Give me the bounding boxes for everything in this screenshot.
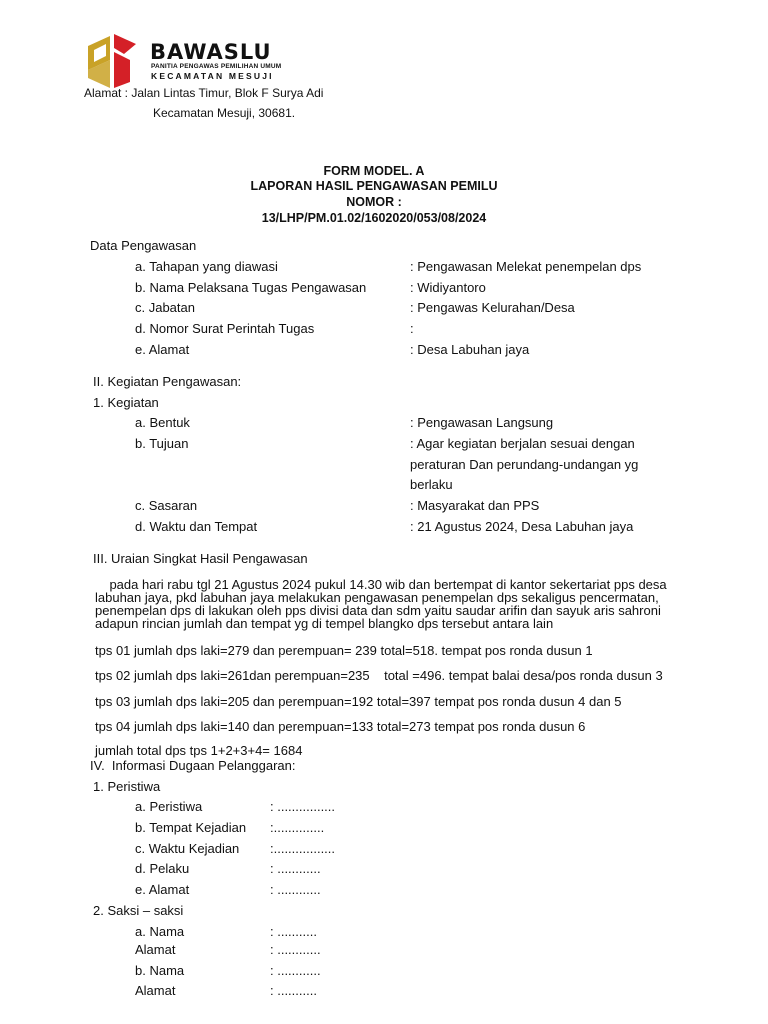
field-value: : Widiyantoro: [410, 280, 486, 295]
field-label: a. Bentuk: [135, 415, 190, 430]
field-label: d. Pelaku: [135, 861, 190, 876]
brand-district: KECAMATAN MESUJI: [151, 71, 274, 81]
form-title: FORM MODEL. A: [323, 164, 425, 178]
section1-heading: Data Pengawasan: [90, 238, 197, 253]
brand-title: BAWASLU: [150, 40, 272, 64]
field-label: c. Jabatan: [135, 300, 195, 315]
address-line-2: Kecamatan Mesuji, 30681.: [153, 106, 296, 120]
field-value: peraturan Dan perundang-undangan yg: [410, 457, 639, 472]
field-label: d. Nomor Surat Perintah Tugas: [135, 321, 315, 336]
field-value: : ............: [270, 942, 321, 957]
tps-line: tps 01 jumlah dps laki=279 dan perempuan= 239 total=518. tempat pos ronda dusun 1: [95, 643, 593, 658]
field-value: : ............: [270, 963, 321, 978]
paragraph-line: pada hari rabu tgl 21 Agustus 2024 pukul 14.30 wib dan bertempat di kantor sekertariat pps desa: [95, 577, 667, 592]
paragraph-line: labuhan jaya, pkd labuhan jaya melakukan pengawasan penempelan dps sekaligus pencermatan,: [95, 590, 659, 605]
field-value: : Masyarakat dan PPS: [410, 498, 540, 513]
field-value: : ...........: [270, 983, 317, 998]
paragraph-line: adapun rincian jumlah dan tempat yg di tempel blangko dps tersebut antara lain: [95, 616, 554, 631]
field-label: b. Tujuan: [135, 436, 189, 451]
section3-heading: III. Uraian Singkat Hasil Pengawasan: [93, 551, 308, 566]
field-value: : ...........: [270, 924, 317, 939]
field-value: : Pengawas Kelurahan/Desa: [410, 300, 575, 315]
section4-sub1: 1. Peristiwa: [93, 779, 161, 794]
bawaslu-logo: [80, 30, 142, 90]
tps-line: tps 04 jumlah dps laki=140 dan perempuan=133 total=273 tempat pos ronda dusun 6: [95, 719, 586, 734]
number-label: NOMOR :: [346, 195, 402, 209]
brand-subtitle: PANITIA PENGAWAS PEMILIHAN UMUM: [151, 63, 282, 70]
field-value: : Pengawasan Langsung: [410, 415, 554, 430]
field-value: : ................: [270, 799, 336, 814]
paragraph-line: penempelan dps di lakukan oleh pps divisi data dan sdm yaitu saudar arifin dan sayuk aris sahroni: [95, 603, 661, 618]
report-title: LAPORAN HASIL PENGAWASAN PEMILU: [250, 179, 498, 193]
field-label: a. Peristiwa: [135, 799, 203, 814]
field-label: e. Alamat: [135, 882, 190, 897]
field-value: berlaku: [410, 477, 453, 492]
field-value: :..............: [270, 820, 325, 835]
report-number: 13/LHP/PM.01.02/1602020/053/08/2024: [261, 211, 487, 225]
field-label: e. Alamat: [135, 342, 190, 357]
field-label: b. Tempat Kejadian: [135, 820, 247, 835]
field-label: b. Nama Pelaksana Tugas Pengawasan: [135, 280, 367, 295]
section4-heading: IV. Informasi Dugaan Pelanggaran:: [90, 758, 296, 773]
field-label: a. Nama: [135, 924, 185, 939]
field-label: a. Tahapan yang diawasi: [135, 259, 278, 274]
field-label: c. Sasaran: [135, 498, 198, 513]
field-label: d. Waktu dan Tempat: [135, 519, 258, 534]
field-value: : Agar kegiatan berjalan sesuai dengan: [410, 436, 635, 451]
tps-total: jumlah total dps tps 1+2+3+4= 1684: [95, 743, 303, 758]
tps-line: tps 03 jumlah dps laki=205 dan perempuan=192 total=397 tempat pos ronda dusun 4 dan 5: [95, 694, 622, 709]
field-value: : ............: [270, 882, 321, 897]
field-value: : Pengawasan Melekat penempelan dps: [410, 259, 642, 274]
tps-line: tps 02 jumlah dps laki=261dan perempuan=235 total =496. tempat balai desa/pos ronda dusun 3: [95, 668, 663, 683]
field-value: :: [410, 321, 414, 336]
section4-sub2: 2. Saksi – saksi: [93, 903, 184, 918]
field-label: c. Waktu Kejadian: [135, 841, 240, 856]
address-line-1: Alamat : Jalan Lintas Timur, Blok F Surya Adi: [84, 86, 324, 100]
field-label: Alamat: [135, 983, 176, 998]
field-value: : ............: [270, 861, 321, 876]
section2-sub: 1. Kegiatan: [93, 395, 159, 410]
field-label: Alamat: [135, 942, 176, 957]
field-value: : Desa Labuhan jaya: [410, 342, 530, 357]
field-value: :.................: [270, 841, 336, 856]
section2-heading: II. Kegiatan Pengawasan:: [93, 374, 242, 389]
field-label: b. Nama: [135, 963, 185, 978]
field-value: : 21 Agustus 2024, Desa Labuhan jaya: [410, 519, 634, 534]
